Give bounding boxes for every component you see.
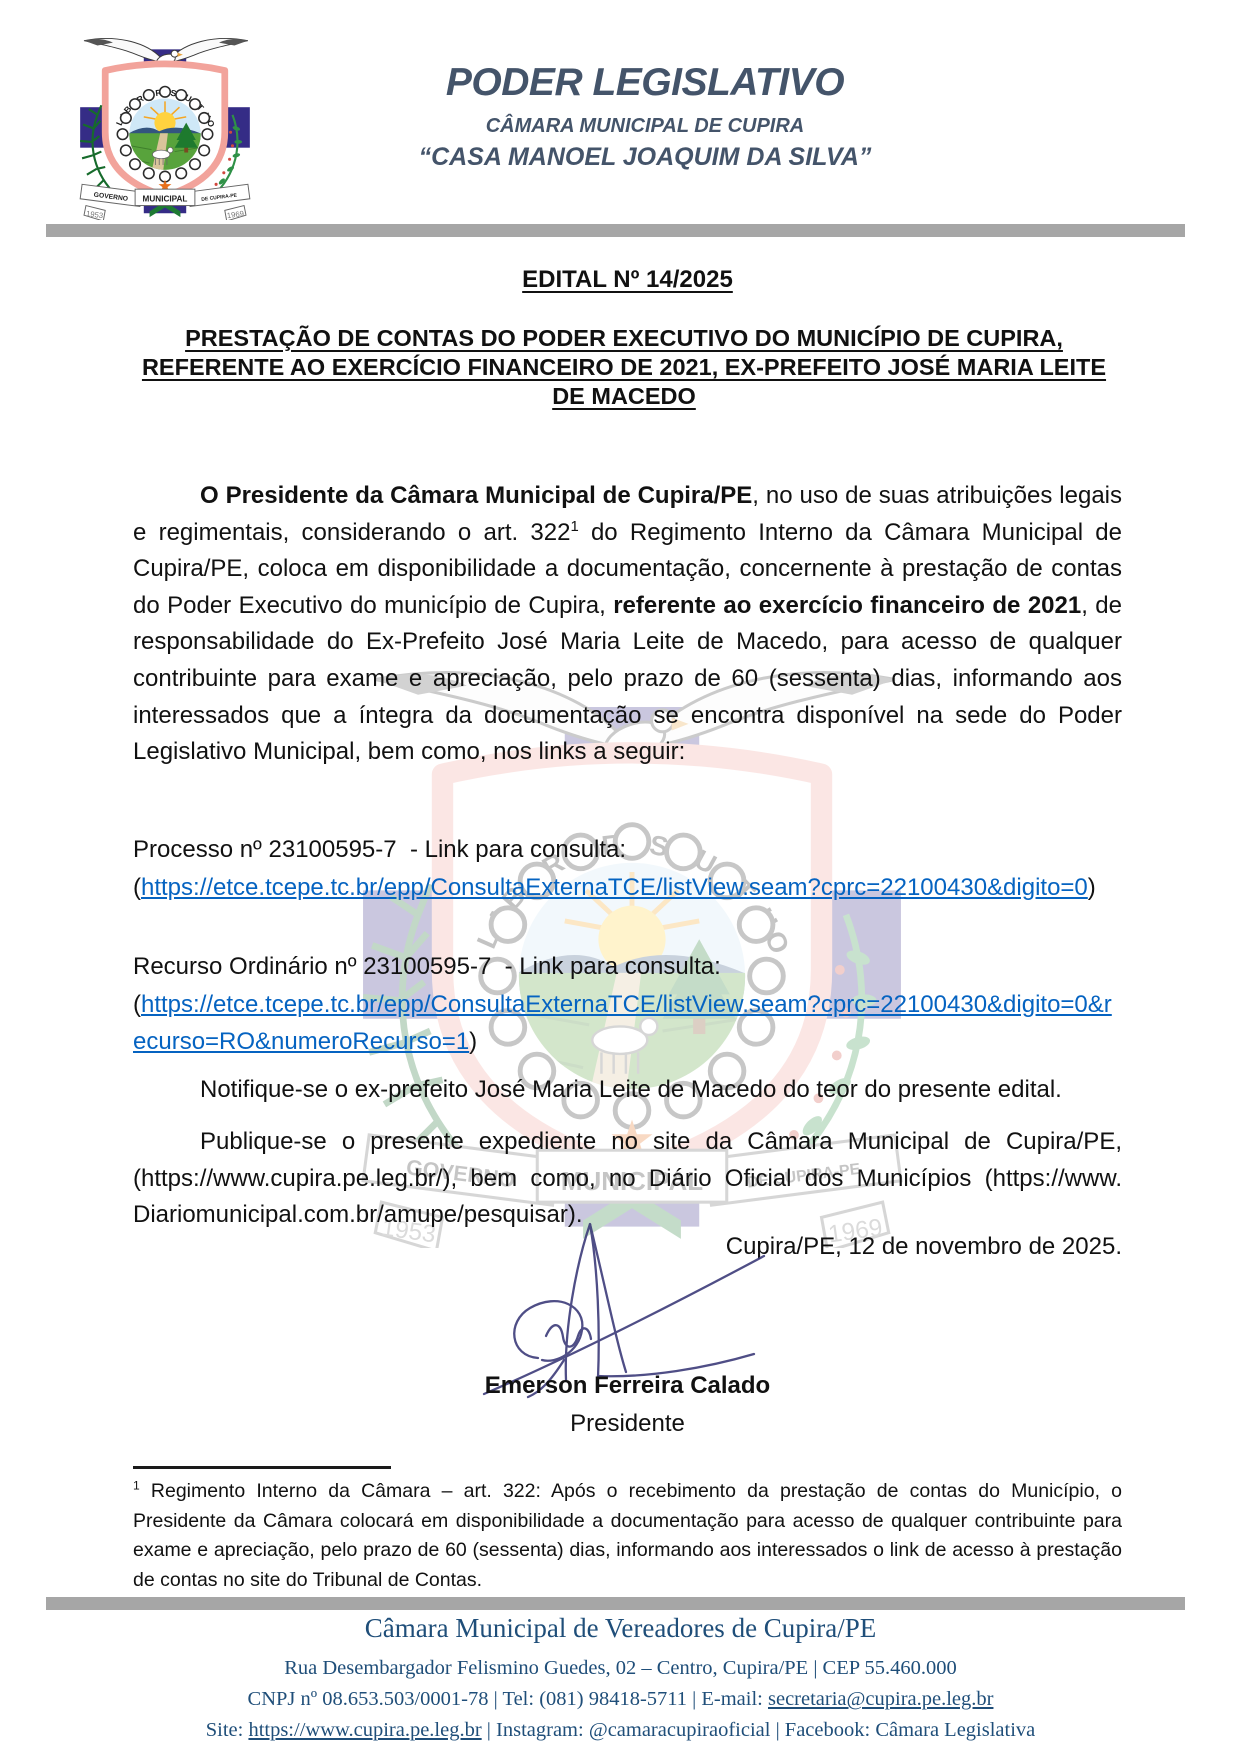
document-title: EDITAL Nº 14/2025 [522,266,733,293]
letterhead [280,62,1010,171]
processo-label: Processo nº 23100595-7 - Link para consulta: [133,836,627,863]
document-subject: PRESTAÇÃO DE CONTAS DO PODER EXECUTIVO DO MUNICÍPIO DE CUPIRA, REFERENTE AO EXERCÍCIO FINANCEIRO DE 2021, EX-PREFEITO JOSÉ MARIA LEITE DE MACEDO [141,325,1107,409]
org-name: PODER LEGISLATIVO [445,61,845,104]
recurso-consulta-link[interactable]: https://etce.tcepe.tc.br/epp/ConsultaExternaTCE/listView.seam?cprc=22100430&digito=0&recurso=RO&numeroRecurso=1 [133,990,1112,1055]
footnote-separator [133,1466,391,1469]
footer-email-link[interactable]: secretaria@cupira.pe.leg.br [768,1688,994,1710]
org-subtitle: CÂMARA MUNICIPAL DE CUPIRA [485,114,805,137]
processo-consulta-link[interactable]: https://etce.tcepe.tc.br/epp/ConsultaExternaTCE/listView.seam?cprc=22100430&digito=0 [141,873,1088,901]
bold-presidente: O Presidente da Câmara Municipal de Cupira/PE [200,482,753,509]
footer-site-link[interactable]: https://www.cupira.pe.leg.br [248,1719,482,1741]
paragraph-processo: Processo nº 23100595-7 - Link para consulta: (https://etce.tcepe.tc.br/epp/ConsultaExternaTCE/listView.seam?cprc=22100430&digito=0) [133,836,1096,901]
dateline: Cupira/PE, 12 de novembro de 2025. [725,1233,1122,1260]
paragraph-notifique: Notifique-se o ex-prefeito José Maria Leite de Macedo do teor do presente edital. [200,1076,1062,1103]
footer-contact: CNPJ nº 08.653.503/0001-78 | Tel: (081) 98418-5711 | E-mail: secretaria@cupira.pe.leg.br [247,1688,994,1710]
footer-web: Site: https://www.cupira.pe.leg.br | Instagram: @camaracupiraoficial | Facebook: Câmara Legislativa [205,1719,1036,1741]
recurso-label: Recurso Ordinário nº 23100595-7 - Link para consulta: [133,953,721,980]
footer [0,1613,1241,1750]
footer-divider [46,1597,1185,1610]
paragraph-recurso: Recurso Ordinário nº 23100595-7 - Link para consulta: (https://etce.tcepe.tc.br/epp/ConsultaExternaTCE/listView.seam?cprc=22100430&digito=0&recurso=RO&numeroRecurso=1) [133,953,1112,1055]
header-divider [46,224,1185,237]
paragraph-preamble: O Presidente da Câmara Municipal de Cupira/PE, no uso de suas atribuições legais e regimentais, considerando o art. $322^1$ do Regimento Interno da Câmara Municipal de Cupira/PE, coloca em disponibilidade a documentação, concernente à prestação de contas do Poder Executivo do município de Cupira, referente ao exercício financeiro de 2021, de responsabilidade do Ex-Prefeito José Maria Leite de Macedo, para acesso de qualquer contribuinte para exame e apreciação, pelo prazo de 60 (sessenta) dias, informando aos interessados que a íntegra da documentação se encontra disponível na sede do Poder Legislativo Municipal, bem como, nos links a seguir: [133,482,1123,766]
footnote-reference: 1 [570,518,579,535]
footnote-marker: 1 [133,1478,140,1493]
paragraph-publique: Publique-se o presente expediente no site da Câmara Municipal de Cupira/PE, (https://www.cupira.pe.leg.br/), bem como, no Diário Oficial dos Municípios (https://www. Diariomunicipal.com.br/amupe/pesquisar). [133,1128,1122,1229]
footnote: $^1$ Regimento Interno da Câmara – art. 322: Após o recebimento da prestação de contas do Município, o Presidente da Câmara colocará em disponibilidade a documentação para acesso de qualquer contribuinte para exame e apreciação, pelo prazo de 60 (sessenta) dias, informando aos interessados o link de acesso à prestação de contas no site do Tribunal de Contas. [133,1478,1122,1591]
signer-role: Presidente [570,1410,685,1437]
org-motto: “CASA MANOEL JOAQUIM DA SILVA” [418,142,872,171]
municipal-crest-logo [56,32,274,220]
footer-address: Rua Desembargador Felismino Guedes, 02 – Centro, Cupira/PE | CEP 55.460.000 [284,1657,957,1679]
bold-exercicio: referente ao exercício financeiro de 2021 [613,591,1082,619]
footer-org-name: Câmara Municipal de Vereadores de Cupira/PE [364,1613,877,1643]
signer-name: Emerson Ferreira Calado [484,1372,771,1399]
